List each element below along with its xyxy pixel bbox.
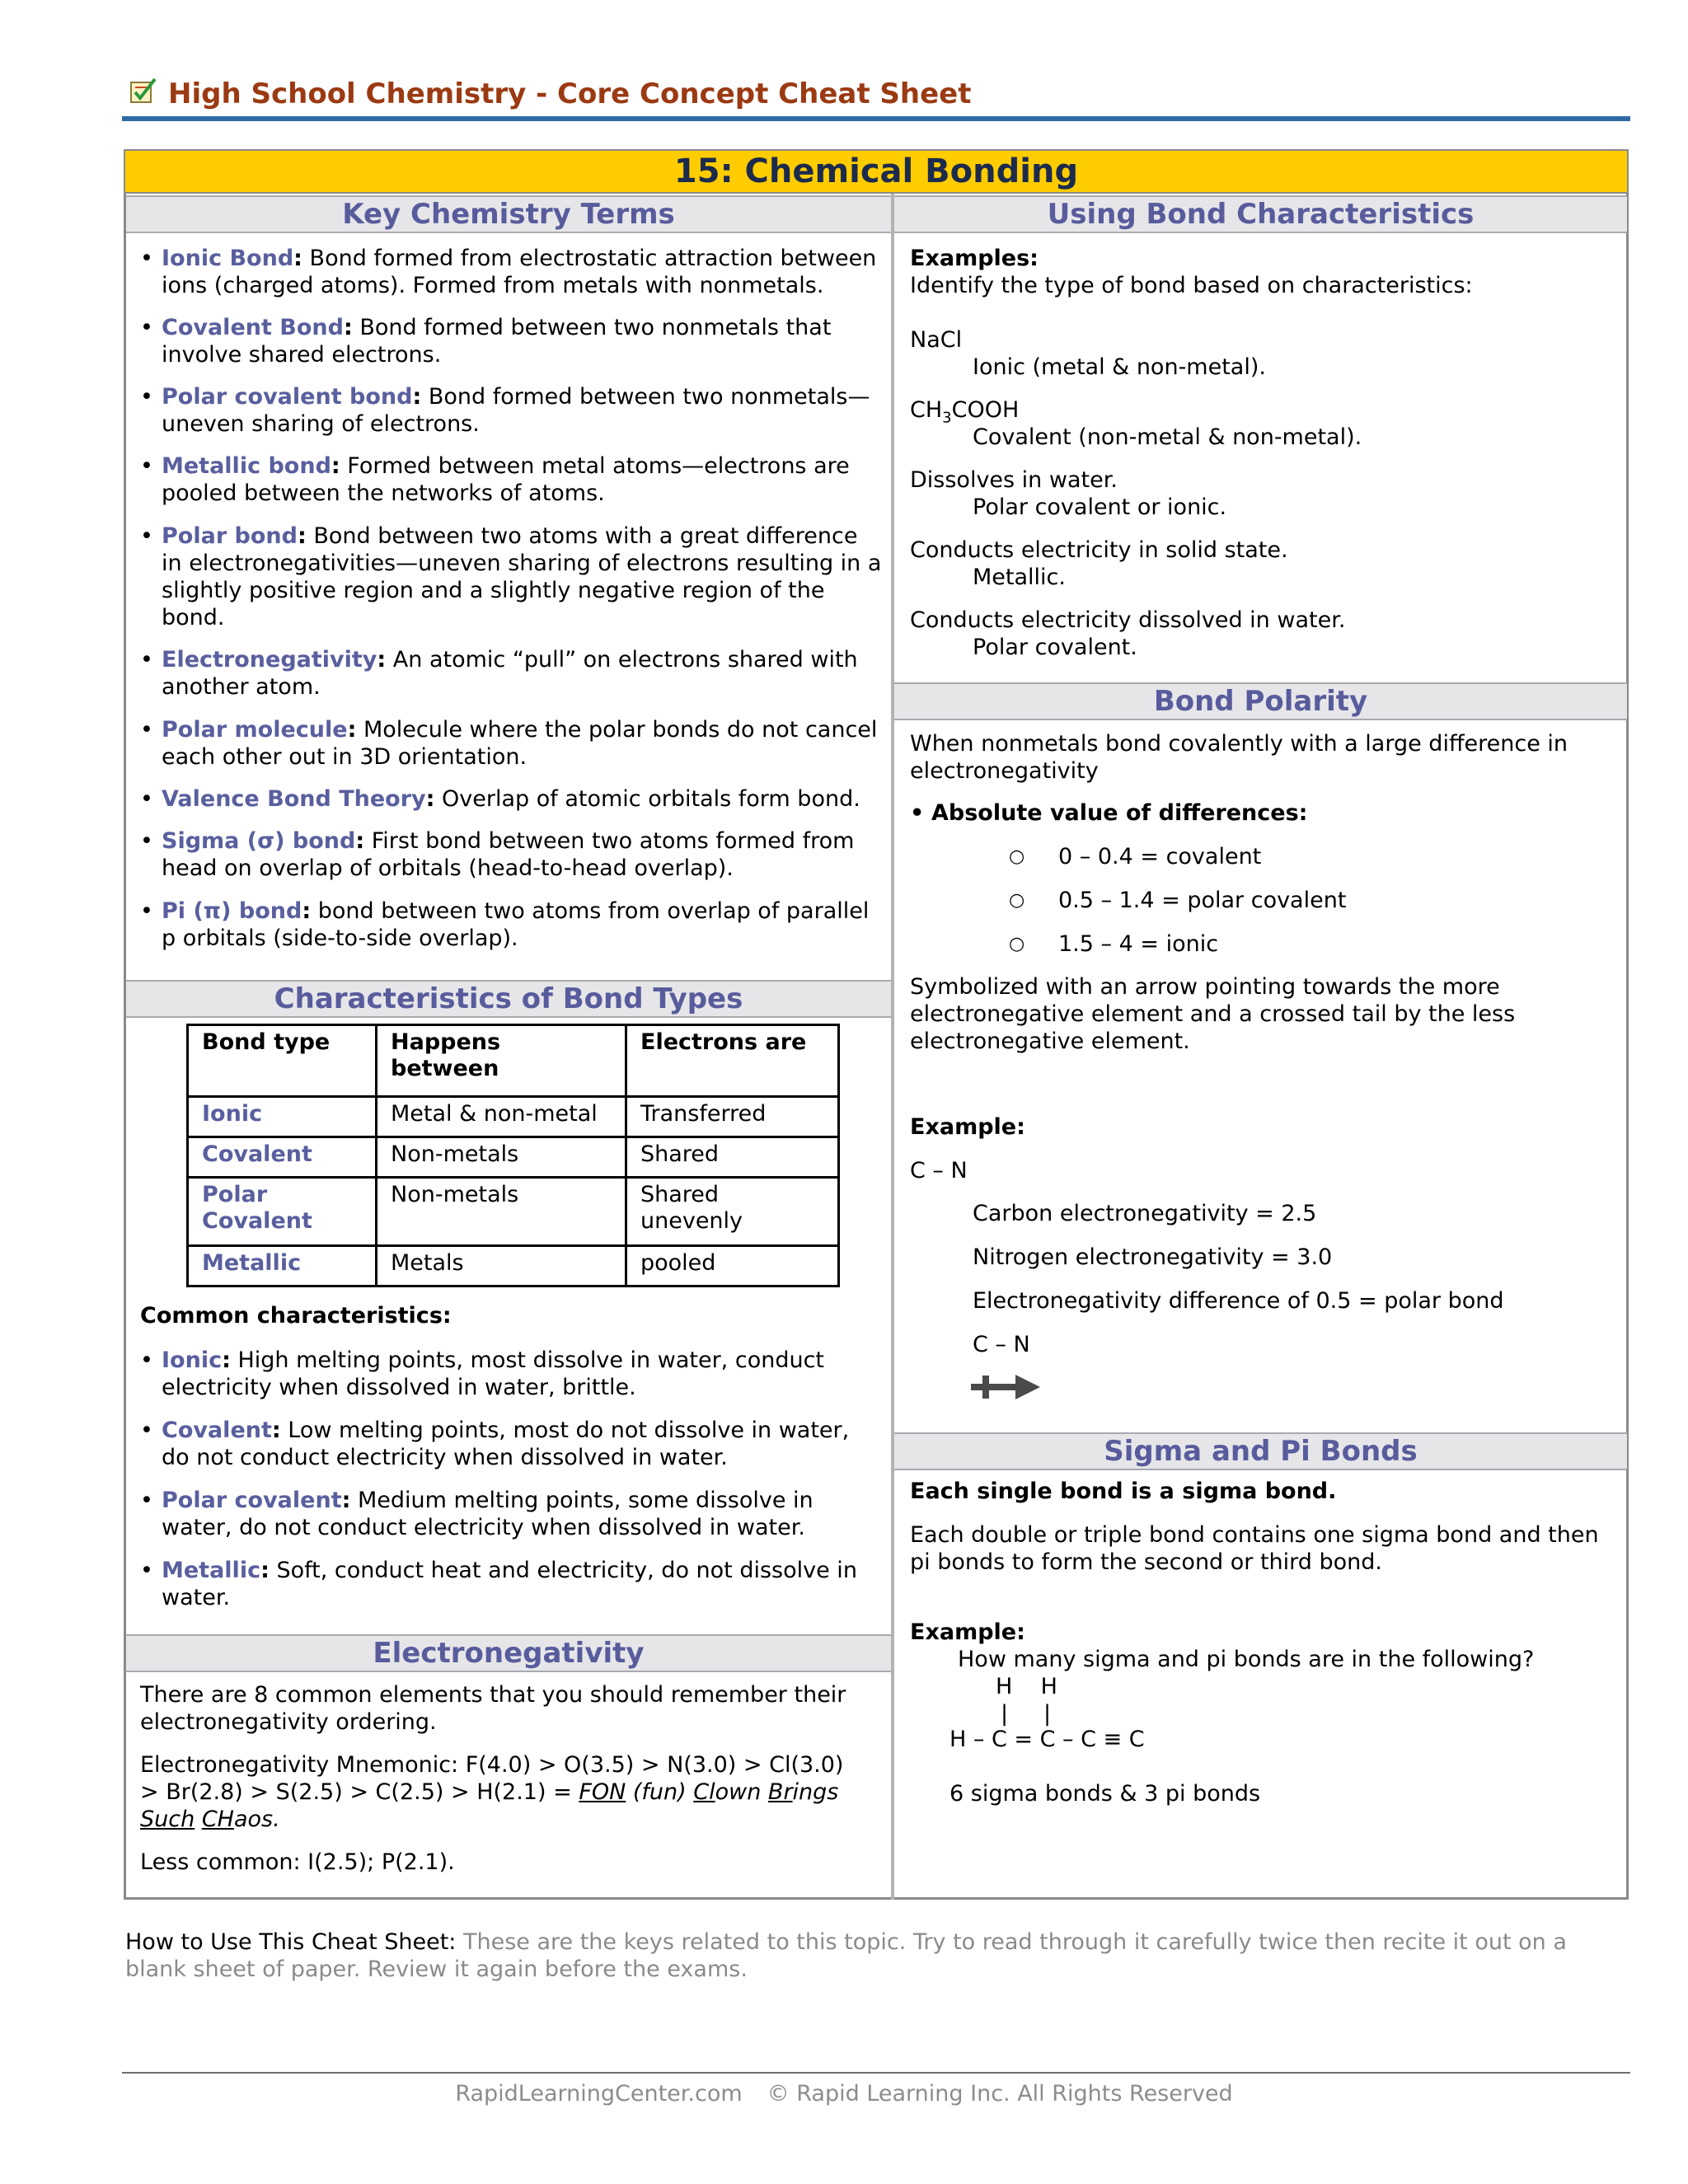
carbon-value: Carbon electronegativity = 2.5 xyxy=(973,1201,1317,1226)
structure-hydrogens: H H xyxy=(996,1674,1057,1699)
footer xyxy=(0,2081,1688,2107)
example-label: Example: xyxy=(910,1619,1025,1645)
how-to-use-note: How to Use This Cheat Sheet: These are the keys related to this topic. Try to read through it carefully twice then recite it out on a blank sheet of paper. Review it again before the exams. xyxy=(125,1929,1567,1982)
single-bond-note: Each single bond is a sigma bond. xyxy=(910,1479,1337,1504)
nitrogen-value: Nitrogen electronegativity = 3.0 xyxy=(973,1244,1333,1270)
bond-polarity-heading: Bond Polarity xyxy=(894,682,1627,720)
polarity-symbol-note: Symbolized with an arrow pointing towards the more electronegative element and a crossed tail by the less electronegative element. xyxy=(910,974,1516,1054)
example-answer: Metallic. xyxy=(973,565,1066,590)
table-row xyxy=(188,1178,839,1246)
list-item: • Sigma (σ) bond: First bond between two atoms formed from head on overlap of orbitals (head-to-head overlap). xyxy=(140,828,855,881)
page-header xyxy=(122,74,1630,120)
list-item: • Polar covalent bond: Bond formed between two nonmetals— uneven sharing of electrons. xyxy=(140,384,870,437)
table-cell: Metals xyxy=(377,1246,626,1286)
circle-bullet-icon: ○ xyxy=(1009,846,1025,867)
dipole-arrow-icon xyxy=(971,1373,1040,1401)
list-item: • Polar bond: Bond between two atoms with a great difference in electronegativities—uneven sharing of electrons resulting in a slightly positive region and a slightly negative region of the bond. xyxy=(140,523,882,630)
table-cell: Metal & non-metal xyxy=(377,1097,626,1137)
footer-rule xyxy=(122,2072,1630,2074)
electronegativity-mnemonic: Electronegativity Mnemonic: F(4.0) > O(3.5) > N(3.0) > Cl(3.0) > Br(2.8) > S(2.5) > C(2.5) > H(2.1) = FON (fun) Clown Brings Such CHaos. xyxy=(140,1752,844,1832)
table-cell: Transferred xyxy=(626,1097,839,1137)
topic-banner xyxy=(125,151,1627,194)
range-item: 1.5 – 4 = ionic xyxy=(1058,931,1219,957)
table-cell: Non-metals xyxy=(377,1178,626,1246)
list-item: • Electronegativity: An atomic “pull” on electrons shared with another atom. xyxy=(140,647,858,700)
list-item: • Pi (π) bond: bond between two atoms from overlap of parallel p orbitals (side-to-side overlap). xyxy=(140,898,870,951)
range-item: 0.5 – 1.4 = polar covalent xyxy=(1058,888,1347,913)
example-question: Conducts electricity in solid state. xyxy=(910,537,1288,563)
header-rule xyxy=(122,116,1630,121)
multiple-bond-note: Each double or triple bond contains one sigma bond and then pi bonds to form the second or third bond. xyxy=(910,1522,1599,1575)
cn-bond: C – N xyxy=(973,1332,1030,1357)
table-cell: pooled xyxy=(626,1246,839,1286)
table-header-row xyxy=(188,1025,839,1097)
table-cell: Shared xyxy=(626,1137,839,1178)
list-item: • Polar covalent: Medium melting points, some dissolve in water, do not conduct electricity when dissolved in water. xyxy=(140,1488,814,1540)
column-divider xyxy=(891,194,894,1900)
table-cell: Shared unevenly xyxy=(626,1178,839,1246)
examples-label: Examples: xyxy=(910,246,1039,271)
difference-value: Electronegativity difference of 0.5 = polar bond xyxy=(973,1288,1504,1314)
table-cell: Polar Covalent xyxy=(188,1178,377,1246)
table-cell: Ionic xyxy=(188,1097,377,1137)
electronegativity-intro: There are 8 common elements that you should remember their electronegativity ordering. xyxy=(140,1682,846,1735)
example-question: Dissolves in water. xyxy=(910,467,1118,493)
list-item: • Valence Bond Theory: Overlap of atomic orbitals form bond. xyxy=(140,786,860,812)
electronegativity-heading: Electronegativity xyxy=(126,1634,891,1672)
list-item: • Ionic: High melting points, most dissolve in water, conduct electricity when dissolved in water, brittle. xyxy=(140,1347,825,1400)
list-item: • Ionic Bond: Bond formed from electrostatic attraction between ions (charged atoms). Formed from metals with nonmetals. xyxy=(140,246,877,298)
circle-bullet-icon: ○ xyxy=(1009,934,1025,954)
table-cell: Non-metals xyxy=(377,1137,626,1178)
table-row xyxy=(188,1097,839,1137)
example-answer: Ionic (metal & non-metal). xyxy=(973,354,1266,380)
example-answer: Polar covalent or ionic. xyxy=(973,494,1227,520)
bond-char-intro: Identify the type of bond based on characteristics: xyxy=(910,273,1473,298)
bond-characteristics-heading: Using Bond Characteristics xyxy=(894,195,1627,233)
list-item: • Polar molecule: Molecule where the polar bonds do not cancel each other out in 3D orientation. xyxy=(140,717,878,770)
key-terms-heading: Key Chemistry Terms xyxy=(126,195,891,233)
list-item: • Metallic: Soft, conduct heat and electricity, do not dissolve in water. xyxy=(140,1558,857,1610)
list-item: • Covalent: Low melting points, most do not dissolve in water, do not conduct electricity when dissolved in water. xyxy=(140,1418,850,1470)
example-label: Example: xyxy=(910,1114,1025,1140)
list-item: • Covalent Bond: Bond formed between two nonmetals that involve shared electrons. xyxy=(140,315,832,368)
cn-bond: C – N xyxy=(910,1158,968,1183)
bond-types-table xyxy=(186,1024,840,1287)
sigma-pi-heading: Sigma and Pi Bonds xyxy=(894,1432,1627,1470)
common-characteristics-label: Common characteristics: xyxy=(140,1303,452,1329)
polarity-intro: When nonmetals bond covalently with a large difference in electronegativity xyxy=(910,731,1568,784)
example-question: $CH_3COOH$ xyxy=(910,397,1020,427)
checklist-icon xyxy=(129,76,158,105)
example-question: Conducts electricity dissolved in water. xyxy=(910,607,1346,633)
structure-formula: H – C = C – C ≡ C xyxy=(950,1727,1145,1752)
table-cell: Metallic xyxy=(188,1246,377,1286)
column-header: Bond type xyxy=(188,1025,377,1097)
table-cell: Covalent xyxy=(188,1137,377,1178)
abs-value-label: • Absolute value of differences: xyxy=(910,800,1308,826)
less-common-note: Less common: I(2.5); P(2.1). xyxy=(140,1849,455,1875)
circle-bullet-icon: ○ xyxy=(1009,890,1025,911)
list-item: • Metallic bond: Formed between metal atoms—electrons are pooled between the networks of atoms. xyxy=(140,453,850,506)
structure-bonds: | | xyxy=(1001,1701,1052,1727)
sigma-pi-question: How many sigma and pi bonds are in the following? xyxy=(958,1647,1535,1672)
footer-copyright: © Rapid Learning Inc. All Rights Reserved xyxy=(767,2081,1233,2107)
footer-site: RapidLearningCenter.com xyxy=(455,2081,743,2107)
range-item: 0 – 0.4 = covalent xyxy=(1058,844,1262,869)
table-row xyxy=(188,1137,839,1178)
page-title: High School Chemistry - Core Concept Cheat Sheet xyxy=(168,77,972,110)
table-row xyxy=(188,1246,839,1286)
column-header: Electrons are xyxy=(626,1025,839,1097)
bond-types-heading: Characteristics of Bond Types xyxy=(126,980,891,1018)
topic-title: 15: Chemical Bonding xyxy=(673,152,1079,190)
column-header: Happens between xyxy=(377,1025,626,1097)
sigma-pi-answer: 6 sigma bonds & 3 pi bonds xyxy=(950,1781,1261,1807)
example-answer: Covalent (non-metal & non-metal). xyxy=(973,424,1362,450)
example-answer: Polar covalent. xyxy=(973,635,1137,660)
example-question: NaCl xyxy=(910,327,963,353)
